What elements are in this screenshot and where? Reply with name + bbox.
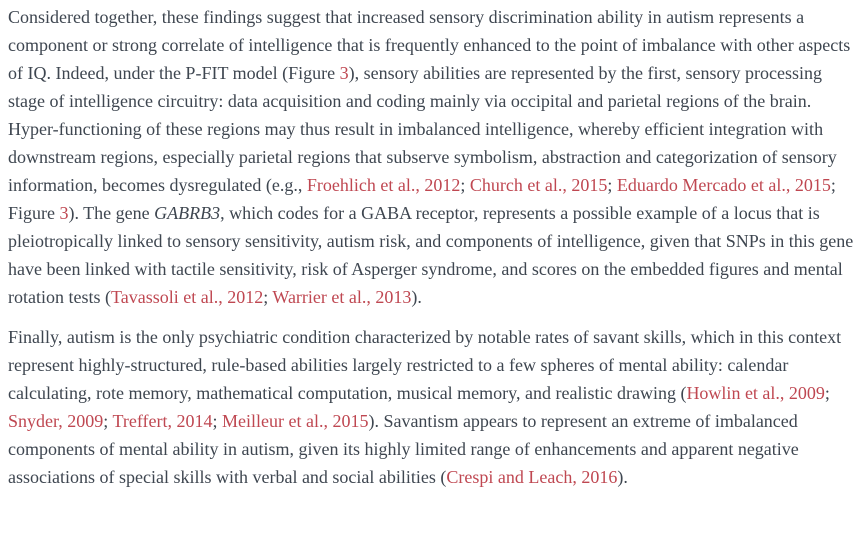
- body-text: ), sensory abilities are represented by the first, sensory processing stage of intelligence circuitry: data acquisition and coding mainly via occipital and parietal regions of the brain. Hyper-functioning of these regions may thus result in imbalanced intelligence, whereby efficient integration with downstream regions, especially parietal regions that subserve symbolism, abstraction and categorization of sensory information, becomes dysregulated (e.g.,: [8, 63, 837, 195]
- citation-link[interactable]: Eduardo Mercado et al., 2015: [616, 175, 831, 195]
- body-text: ;: [607, 175, 617, 195]
- body-text: ;: [824, 383, 830, 403]
- citation-link[interactable]: Snyder, 2009: [8, 411, 104, 431]
- body-text: ;: [212, 411, 222, 431]
- body-text: ).: [617, 467, 628, 487]
- body-text: Finally, autism is the only psychiatric condition characterized by notable rates of savant skills, which in this context represent highly-structured, rule-based abilities largely restricted to a few spheres of mental ability: calendar calculating, rote memory, mathematical computation, musical memory, and realistic drawing (: [8, 327, 842, 403]
- paragraph: [8, 3, 856, 311]
- citation-link[interactable]: Church et al., 2015: [469, 175, 608, 195]
- body-text: ). Savantism appears to represent an extreme of imbalanced components of mental ability in autism, given its highly limited range of enhancements and apparent negative associations of special skills with verbal and social abilities (: [8, 411, 799, 487]
- citation-link[interactable]: Tavassoli et al., 2012: [110, 287, 264, 307]
- gene-name-italic: GABRB3: [154, 203, 221, 223]
- citation-link[interactable]: 3: [339, 63, 349, 83]
- citation-link[interactable]: Froehlich et al., 2012: [306, 175, 461, 195]
- citation-link[interactable]: 3: [59, 203, 69, 223]
- body-text: ). The gene: [68, 203, 155, 223]
- body-text: ;: [103, 411, 113, 431]
- citation-link[interactable]: Howlin et al., 2009: [686, 383, 825, 403]
- citation-link[interactable]: Treffert, 2014: [112, 411, 213, 431]
- body-text: Considered together, these findings suggest that increased sensory discrimination ability in autism represents a component or strong correlate of intelligence that is frequently enhanced to the point of imbalance with other aspects of IQ. Indeed, under the P-FIT model (Figure: [8, 7, 851, 83]
- citation-link[interactable]: Warrier et al., 2013: [272, 287, 412, 307]
- body-text: ).: [411, 287, 422, 307]
- citation-link[interactable]: Meilleur et al., 2015: [221, 411, 369, 431]
- body-text: ;: [460, 175, 470, 195]
- body-text: ; Figure: [8, 175, 836, 223]
- citation-link[interactable]: Crespi and Leach, 2016: [446, 467, 618, 487]
- body-text: ;: [263, 287, 273, 307]
- body-text: , which codes for a GABA receptor, represents a possible example of a locus that is pleiotropically linked to sensory sensitivity, autism risk, and components of intelligence, given that SNPs in this gene have been linked with tactile sensitivity, risk of Asperger syndrome, and scores on the embedded figures and mental rotation tests (: [8, 203, 854, 307]
- paragraph: [8, 323, 856, 491]
